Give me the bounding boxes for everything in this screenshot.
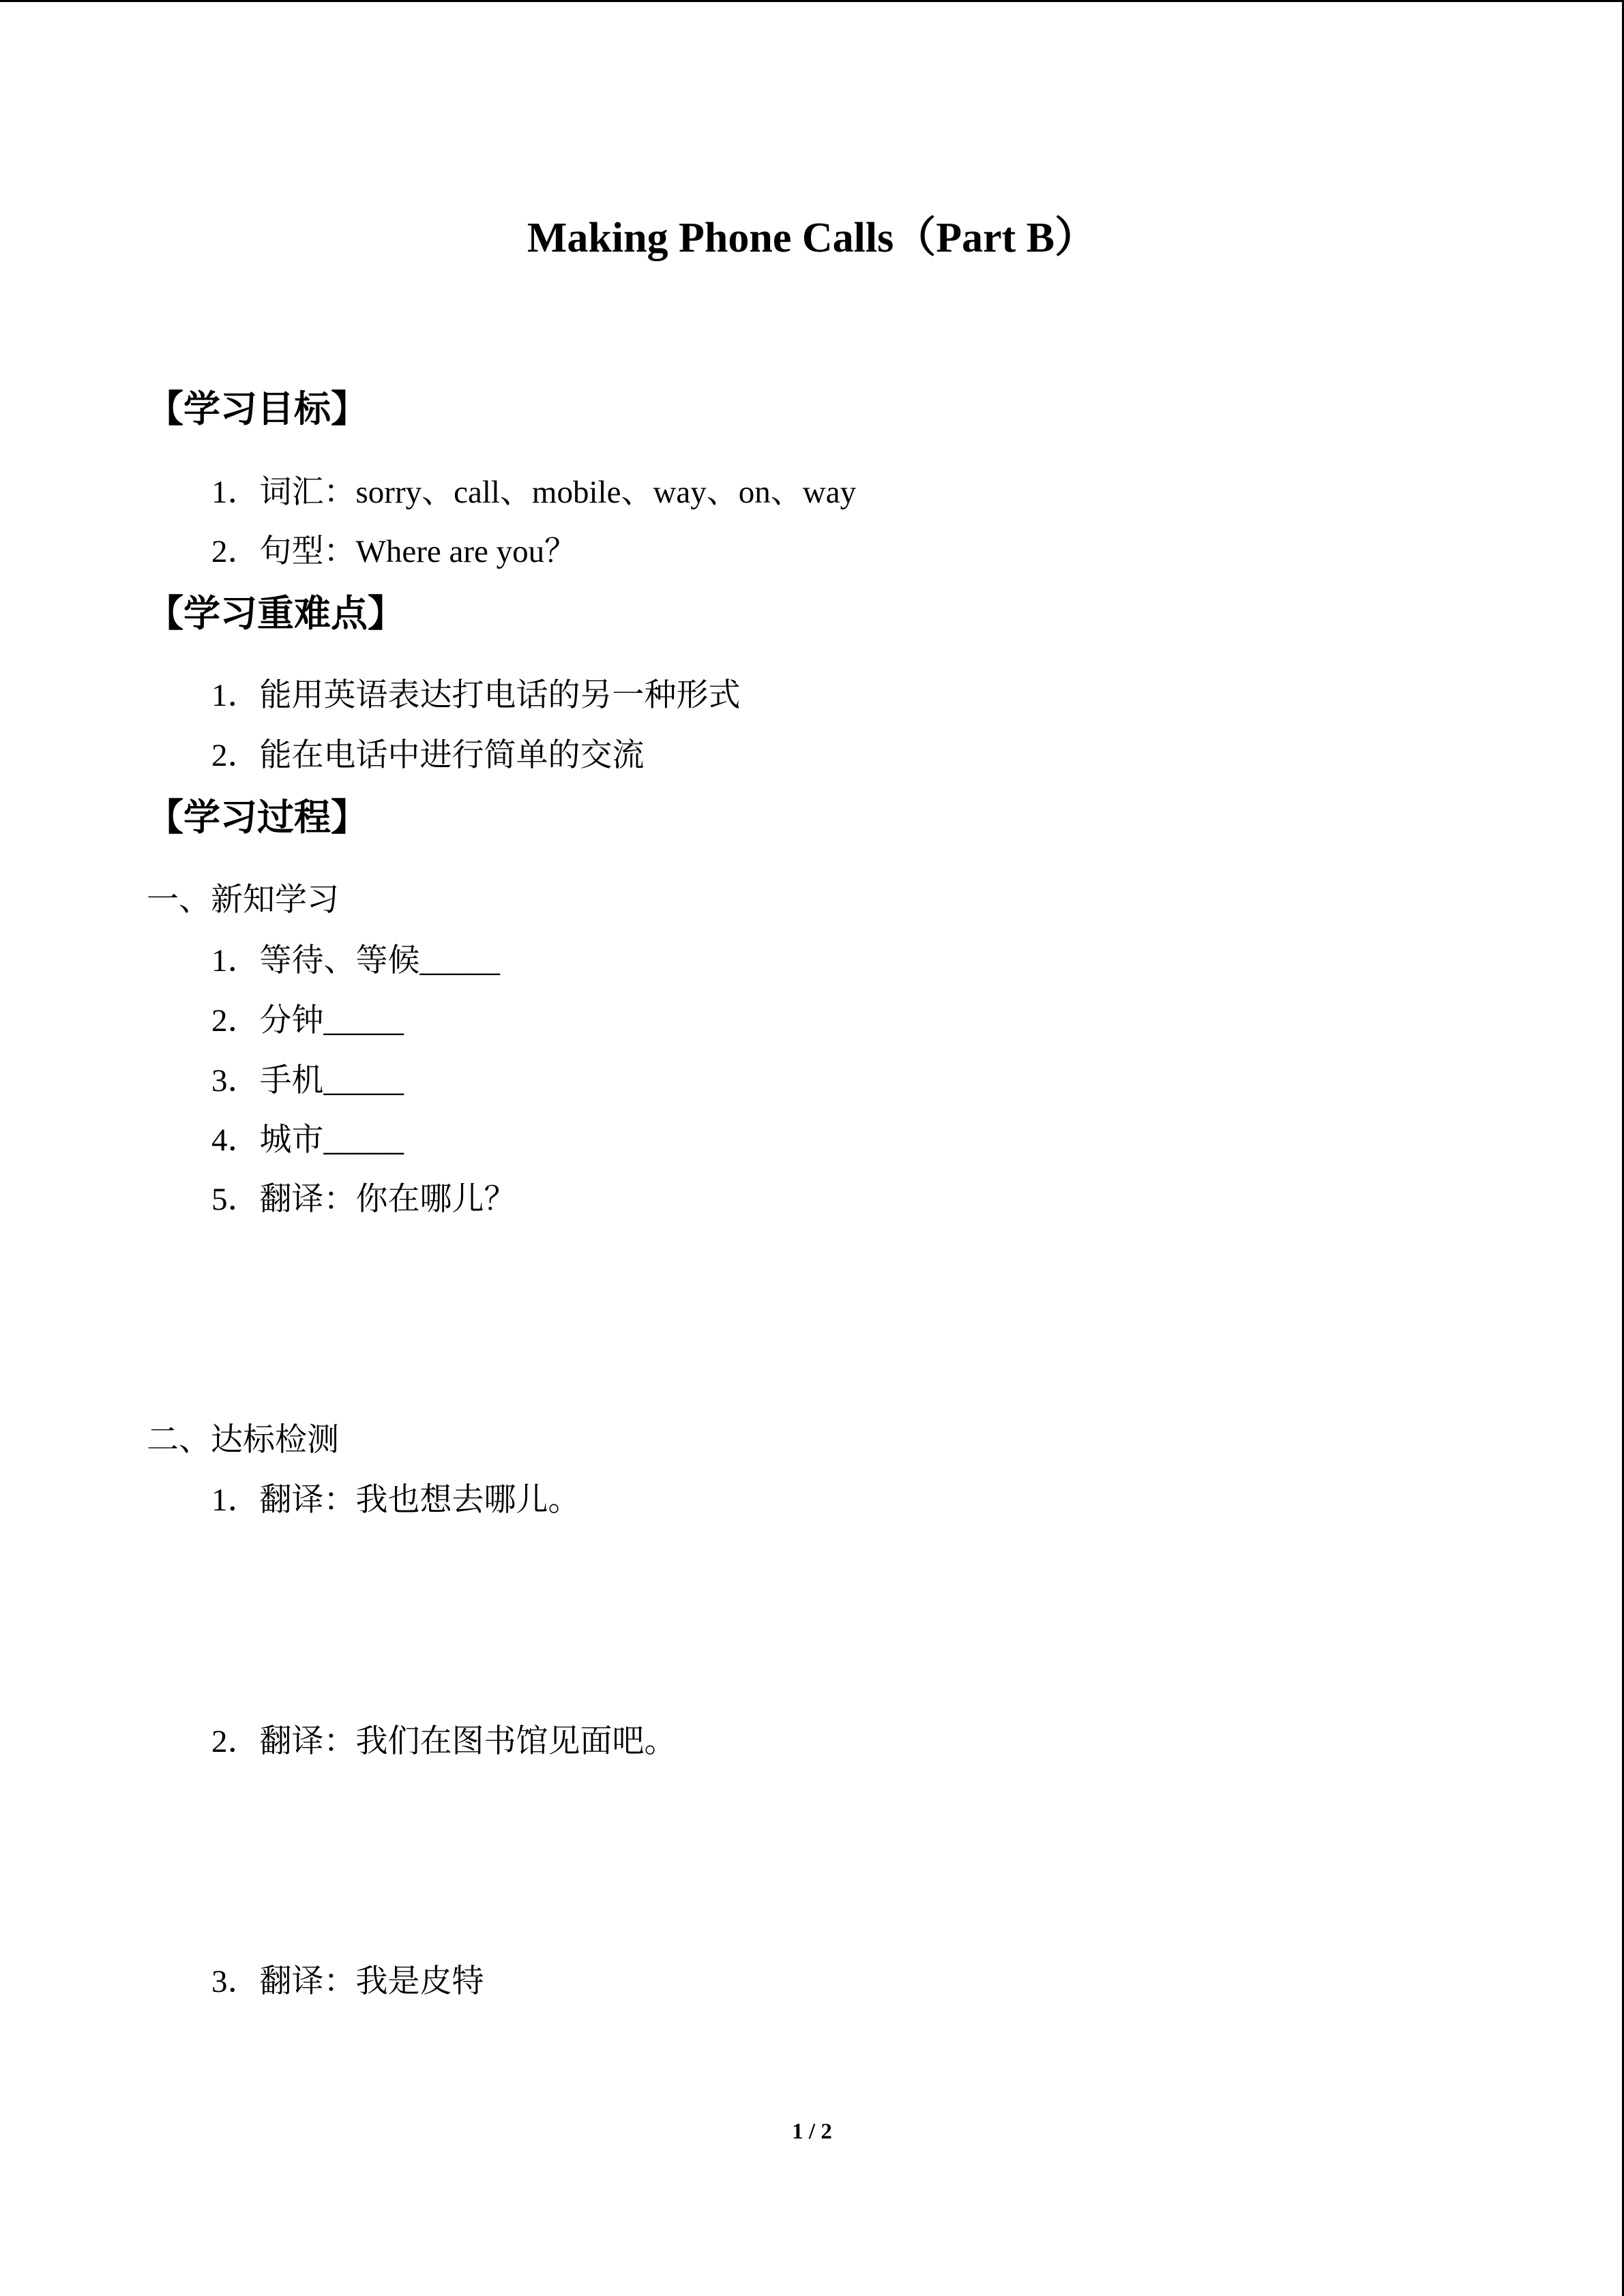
goal-item-2: 2．句型：Where are you？ [211, 534, 577, 569]
subsection-heading-assessment: 二、达标检测 [147, 1422, 339, 1458]
exercise-item-5: 5．翻译：你在哪儿？ [211, 1182, 516, 1217]
exercise-item-3: 3．手机_____ [211, 1063, 404, 1099]
goal-item-1: 1．词汇：sorry、call、mobile、way、on、way [211, 475, 857, 510]
key-point-item-1: 1．能用英语表达打电话的另一种形式 [211, 678, 741, 713]
assessment-item-3: 3．翻译：我是皮特 [211, 1964, 484, 1999]
section-heading-process: 【学习过程】 [147, 797, 368, 838]
subsection-heading-new-knowledge: 一、新知学习 [147, 882, 339, 918]
exercise-item-1: 1．等待、等候_____ [211, 943, 500, 979]
section-heading-goals: 【学习目标】 [147, 389, 368, 430]
document-title: Making Phone Calls（Part B） [527, 215, 1097, 261]
page-border-top [0, 0, 1624, 2]
exercise-item-4: 4．城市_____ [211, 1122, 404, 1158]
section-heading-key-points: 【学习重难点】 [147, 593, 404, 634]
key-point-item-2: 2．能在电话中进行简单的交流 [211, 738, 645, 773]
assessment-item-1: 1．翻译：我也想去哪儿。 [211, 1482, 580, 1518]
page-number: 1 / 2 [792, 2119, 832, 2144]
exercise-item-2: 2．分钟_____ [211, 1003, 404, 1039]
assessment-item-2: 2．翻译：我们在图书馆见面吧。 [211, 1724, 677, 1759]
